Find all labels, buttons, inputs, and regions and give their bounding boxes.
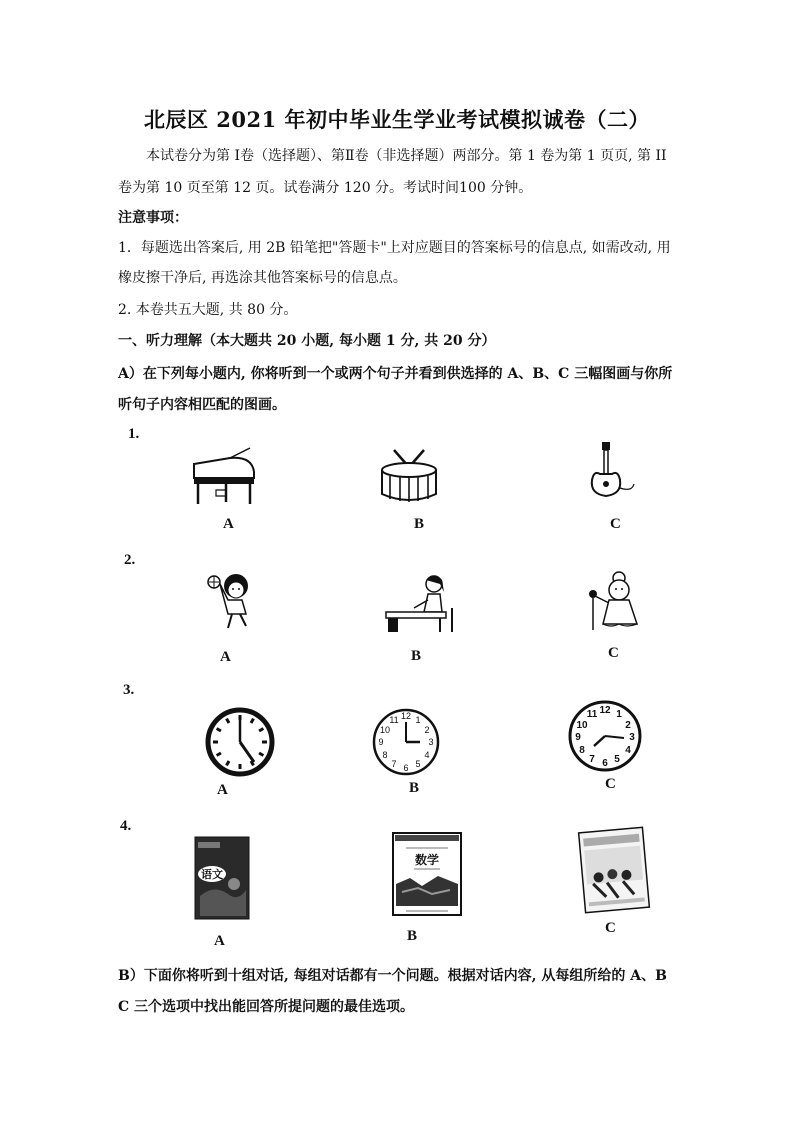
clock-number: 7 bbox=[589, 754, 595, 765]
clock-number: 3 bbox=[629, 732, 635, 743]
clock-number: 8 bbox=[579, 745, 585, 756]
option-label: A bbox=[217, 782, 228, 798]
option-label: B bbox=[414, 516, 425, 532]
option-label: C bbox=[608, 645, 619, 661]
clock-icon bbox=[204, 706, 276, 778]
question-number: 2. bbox=[124, 552, 136, 568]
clock-number: 3 bbox=[428, 737, 434, 747]
piano-icon bbox=[190, 446, 260, 506]
option-label: A bbox=[214, 933, 225, 949]
option-label: C bbox=[605, 920, 616, 936]
question-number: 4. bbox=[120, 818, 132, 834]
clock-number: 2 bbox=[625, 720, 631, 731]
clock-number: 5 bbox=[614, 754, 620, 765]
part-a-line-2: 听句子内容相匹配的图画。 bbox=[118, 397, 286, 413]
part-b-line-2: C 三个选项中找出能回答所提问题的最佳选项。 bbox=[118, 999, 415, 1015]
clock-number: 10 bbox=[576, 720, 588, 731]
book-title: 数学 bbox=[414, 853, 440, 867]
notes-item-1-line-1: 1．每题选出答案后, 用 2B 铅笔把"答题卡"上对应题目的答案标号的信息点, 如需改动, 用 bbox=[118, 240, 671, 256]
intro-line-1: 本试卷分为第 I卷（选择题）、第Ⅱ卷（非选择题）两部分。第 1 卷为第 1 页页, 第 II bbox=[146, 148, 667, 164]
clock-number: 7 bbox=[391, 759, 397, 769]
math-book-icon bbox=[392, 832, 462, 916]
option-label: C bbox=[610, 516, 621, 532]
clock-number: 2 bbox=[424, 725, 430, 735]
option-label: B bbox=[407, 928, 418, 944]
clock-number: 12 bbox=[599, 705, 611, 716]
notes-item-1-line-2: 橡皮擦干净后, 再选涂其他答案标号的信息点。 bbox=[118, 270, 407, 286]
clock-number: 1 bbox=[616, 709, 622, 720]
section-1-heading: 一、听力理解（本大题共 20 小题, 每小题 1 分, 共 20 分） bbox=[118, 333, 496, 349]
chinese-book-icon bbox=[194, 836, 250, 920]
clock-number: 9 bbox=[575, 732, 581, 743]
option-label: B bbox=[411, 648, 422, 664]
clock-number: 9 bbox=[378, 737, 384, 747]
intro-line-2: 卷为第 10 页至第 12 页。试卷满分 120 分。考试时间100 分钟。 bbox=[118, 180, 533, 196]
notes-heading: 注意事项： bbox=[118, 210, 188, 226]
option-label: B bbox=[409, 780, 420, 796]
page-title: 北辰区 2021 年初中毕业生学业考试模拟诚卷（二） bbox=[143, 107, 651, 132]
question-number: 3. bbox=[123, 682, 135, 698]
girl-basketball-icon bbox=[206, 570, 258, 634]
book-title: 语文 bbox=[201, 868, 223, 881]
drum-icon bbox=[378, 448, 440, 506]
clock-icon bbox=[566, 698, 644, 774]
option-label: A bbox=[223, 516, 234, 532]
part-a-line-1: A）在下列每小题内, 你将听到一个或两个句子并看到供选择的 A、B、C 三幅图画与你所 bbox=[118, 366, 673, 382]
clock-number: 11 bbox=[586, 709, 598, 720]
guitar-icon bbox=[586, 440, 638, 502]
part-b-line-1: B）下面你将听到十组对话, 每组对话都有一个问题。根据对话内容, 从每组所给的 A、B bbox=[118, 968, 667, 984]
clock-number: 6 bbox=[403, 763, 409, 773]
girl-writing-icon bbox=[384, 572, 456, 634]
clock-number: 10 bbox=[379, 725, 391, 735]
clock-number: 6 bbox=[602, 758, 608, 769]
clock-number: 4 bbox=[424, 750, 430, 760]
question-number: 1. bbox=[128, 426, 140, 442]
girl-singing-icon bbox=[585, 570, 641, 634]
clock-number: 1 bbox=[415, 715, 421, 725]
clock-number: 4 bbox=[625, 745, 631, 756]
clock-number: 8 bbox=[382, 750, 388, 760]
english-book-icon bbox=[576, 826, 652, 914]
option-label: A bbox=[220, 649, 231, 665]
clock-icon bbox=[370, 706, 442, 778]
notes-item-2: 2. 本卷共五大题, 共 80 分。 bbox=[118, 302, 298, 318]
clock-number: 5 bbox=[415, 759, 421, 769]
clock-number: 11 bbox=[389, 715, 399, 725]
option-label: C bbox=[605, 776, 616, 792]
clock-number: 12 bbox=[400, 711, 412, 721]
